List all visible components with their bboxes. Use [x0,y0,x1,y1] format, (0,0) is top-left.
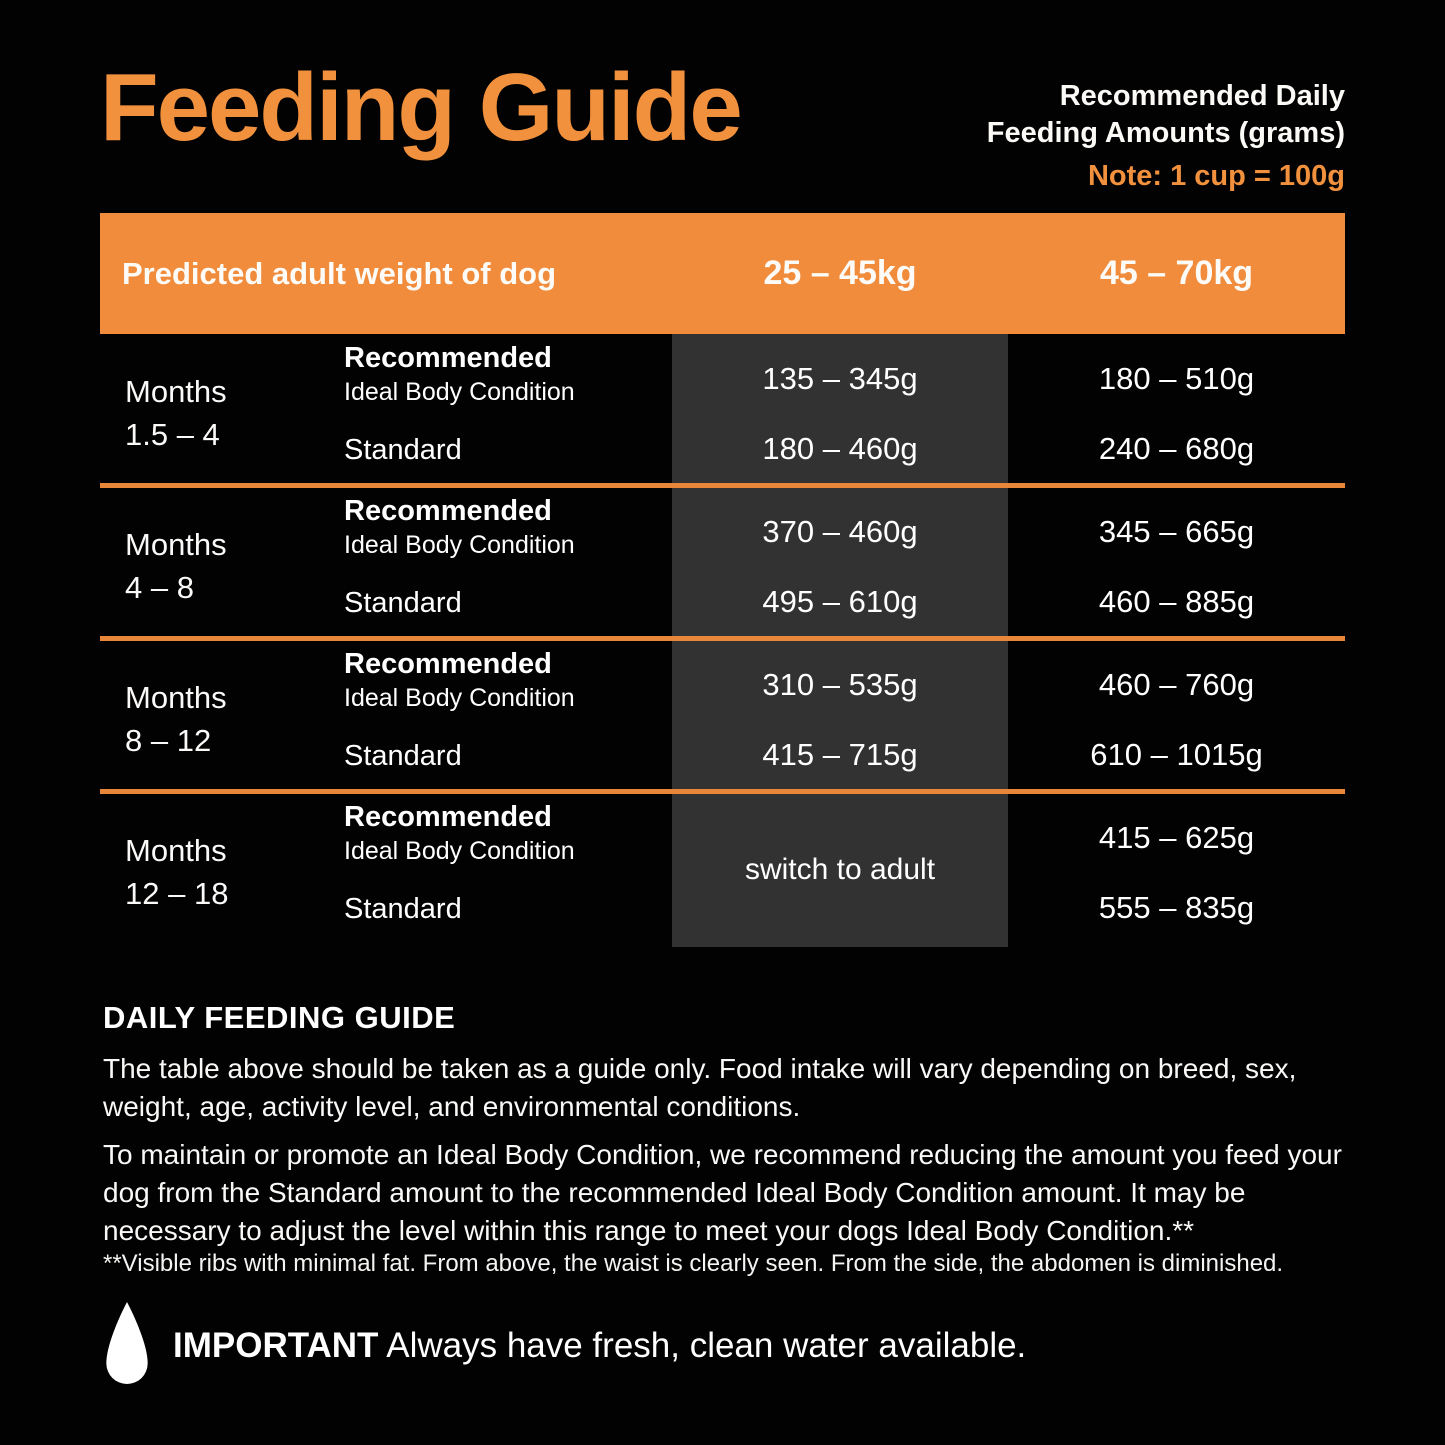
table-cell: 135 – 345g [762,361,918,396]
table-cell: 460 – 760g [1098,667,1255,702]
standard-label: Standard [344,434,462,466]
table-cell: 345 – 665g [1098,514,1255,549]
recommended-label: Recommended [344,648,552,680]
months-label: Months 8 – 12 [125,680,227,758]
water-drop-icon [103,1300,151,1392]
table-cell: 180 – 510g [1098,361,1255,396]
feeding-amounts-line: Feeding Amounts (grams) [986,117,1345,149]
table-cell: 610 – 1015g [1090,737,1263,772]
table-cell: 555 – 835g [1098,890,1255,925]
important-text [173,1325,1026,1367]
column-header-45-70kg: 45 – 70kg [1099,254,1254,292]
ideal-body-condition-label: Ideal Body Condition [344,837,575,865]
page-title: Feeding Guide [100,54,741,161]
recommended-label: Recommended [344,342,552,374]
ideal-body-condition-label: Ideal Body Condition [344,378,575,406]
column-header-25-45kg: 25 – 45kg [763,254,917,292]
months-label: Months 1.5 – 4 [125,374,227,452]
switch-to-adult-cell: switch to adult [744,853,936,886]
important-label: IMPORTANT [173,1326,379,1365]
important-message: Always have fresh, clean water available. [378,1326,1027,1365]
table-row-group-months-4-8 [100,487,1345,637]
recommended-label: Recommended [344,495,552,527]
standard-label: Standard [344,587,462,619]
header-right-block [987,78,1345,195]
predicted-weight-header: Predicted adult weight of dog [122,255,556,291]
table-cell: 240 – 680g [1098,431,1255,466]
guide-paragraph-1: The table above should be taken as a guide only. Food intake will vary depending on breed, sex, weight, age, activity level, and environmental conditions. [103,1053,1297,1122]
visible-ribs-footnote: **Visible ribs with minimal fat. From above, the waist is clearly seen. From the side, the abdomen is diminished. [103,1250,1284,1277]
months-label: Months 4 – 8 [125,527,227,605]
table-cell: 180 – 460g [762,431,918,466]
important-notice [103,1300,1026,1392]
table-row-group-months-12-18 [100,793,1345,947]
months-label: Months 12 – 18 [125,833,229,911]
table-row-group-months-8-12 [100,640,1345,790]
standard-label: Standard [344,893,462,925]
table-cell: 370 – 460g [762,514,918,549]
ideal-body-condition-label: Ideal Body Condition [344,531,575,559]
guide-paragraph-2: To maintain or promote an Ideal Body Condition, we recommend reducing the amount you feed your dog from the Standard amount to the recommended Ideal Body Condition amount. It may be necessary to adjust the level within this range to meet your dogs Ideal Body Condition.** [103,1139,1342,1246]
table-header-bar [100,213,1345,334]
table-cell: 495 – 610g [762,584,918,619]
table-cell: 460 – 885g [1098,584,1255,619]
cup-note: Note: 1 cup = 100g [1087,160,1345,192]
table-cell: 310 – 535g [762,667,918,702]
daily-feeding-guide-heading: DAILY FEEDING GUIDE [103,1000,456,1035]
table-row-group-months-1-5-4 [100,334,1345,484]
recommended-label: Recommended [344,801,552,833]
table-cell: 415 – 625g [1098,820,1255,855]
ideal-body-condition-label: Ideal Body Condition [344,684,575,712]
standard-label: Standard [344,740,462,772]
recommended-daily-line: Recommended Daily [1059,80,1345,112]
table-cell: 415 – 715g [762,737,918,772]
